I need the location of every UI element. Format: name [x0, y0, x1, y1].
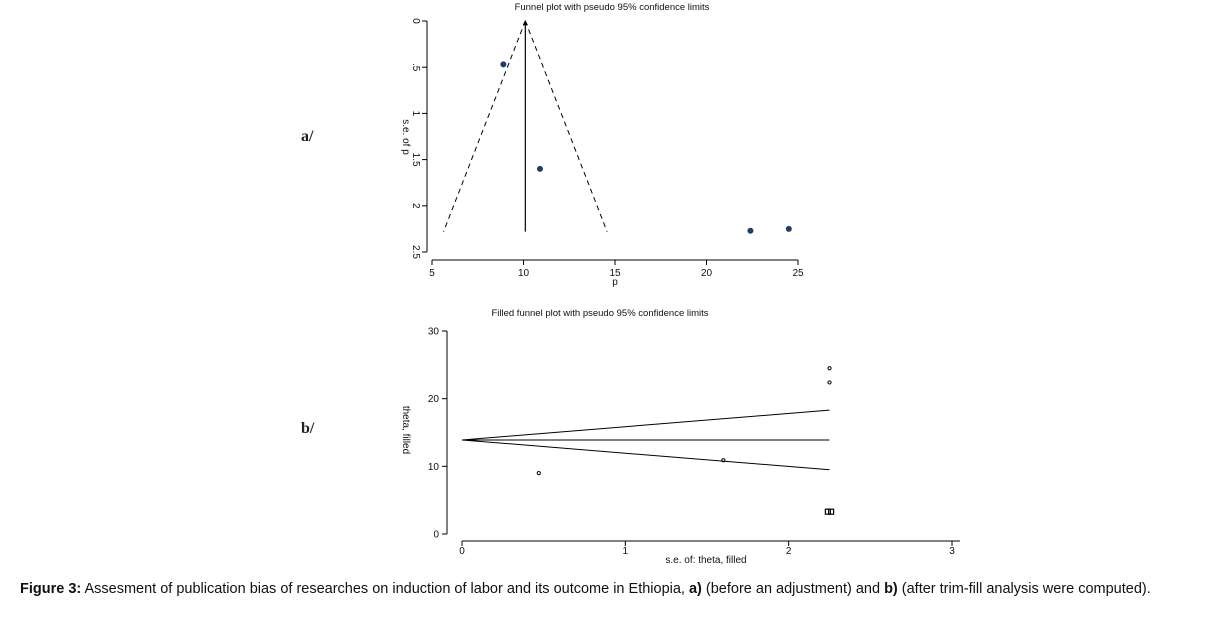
caption-b-label: b) — [884, 581, 898, 597]
chart-a-y-tick-label: 2 — [410, 203, 421, 209]
chart-a-x-tick-label: 15 — [609, 268, 621, 279]
chart-b-title: Filled funnel plot with pseudo 95% confidence limits — [491, 308, 709, 319]
chart-a-y-tick-label: 1 — [410, 110, 421, 117]
chart-a-x-tick-label: 5 — [429, 268, 435, 279]
figure-caption — [20, 580, 1225, 598]
chart-b-ylabel: theta, filled — [400, 405, 411, 455]
chart-b-x-tick-label: 1 — [622, 546, 629, 557]
panel-label-a: a/ — [301, 128, 314, 145]
caption-text-3: (after trim-fill analysis were computed). — [897, 581, 1151, 597]
chart-a-point — [747, 228, 753, 234]
chart-a-y-tick-label: 1.5 — [410, 152, 421, 167]
caption-text-2: (before an adjustment) and — [701, 581, 885, 597]
chart-a-x-tick-label: 10 — [517, 268, 530, 279]
chart-a-funnel-lines — [444, 20, 608, 232]
chart-a-axes — [410, 18, 804, 279]
caption-prefix: Figure 3: — [20, 581, 82, 597]
chart-a-y-tick-label: 0 — [410, 18, 421, 24]
chart-a-apex-marker — [523, 20, 528, 25]
chart-a-y-tick-label: 2.5 — [410, 245, 421, 259]
chart-a-xlabel: p — [612, 277, 618, 288]
chart-a-points — [500, 61, 791, 233]
chart-a-lower-limit-line — [444, 21, 526, 232]
chart-a-y-tick-label: .5 — [410, 63, 421, 72]
chart-a-title: Funnel plot with pseudo 95% confidence limits — [514, 2, 710, 13]
chart-a-ylabel: s.e. of p — [400, 119, 411, 155]
chart-a-point — [786, 226, 792, 232]
chart-a-upper-limit-line — [525, 21, 607, 232]
chart-b-x-tick-label: 2 — [785, 546, 792, 557]
chart-b-y-tick-label: 20 — [427, 394, 439, 406]
panel-label-b: b/ — [301, 420, 315, 437]
chart-a-point — [500, 61, 506, 67]
chart-b-y-tick-label: 0 — [433, 529, 439, 541]
chart-b-x-tick-label: 0 — [459, 546, 465, 557]
chart-b-y-tick-label: 10 — [427, 461, 439, 473]
caption-a-label: a) — [688, 581, 702, 597]
chart-a-point — [537, 166, 543, 172]
chart-b-x-tick-label: 3 — [949, 546, 955, 557]
chart-a-x-tick-label: 25 — [792, 268, 804, 279]
chart-a-x-tick-label: 20 — [700, 268, 713, 279]
chart-b-y-tick-label: 30 — [427, 326, 439, 338]
chart-b-xlabel: s.e. of: theta, filled — [665, 555, 747, 566]
caption-text-1: Assesment of publication bias of researches on induction of labor and its outcome in Ethiopia, — [81, 581, 689, 597]
